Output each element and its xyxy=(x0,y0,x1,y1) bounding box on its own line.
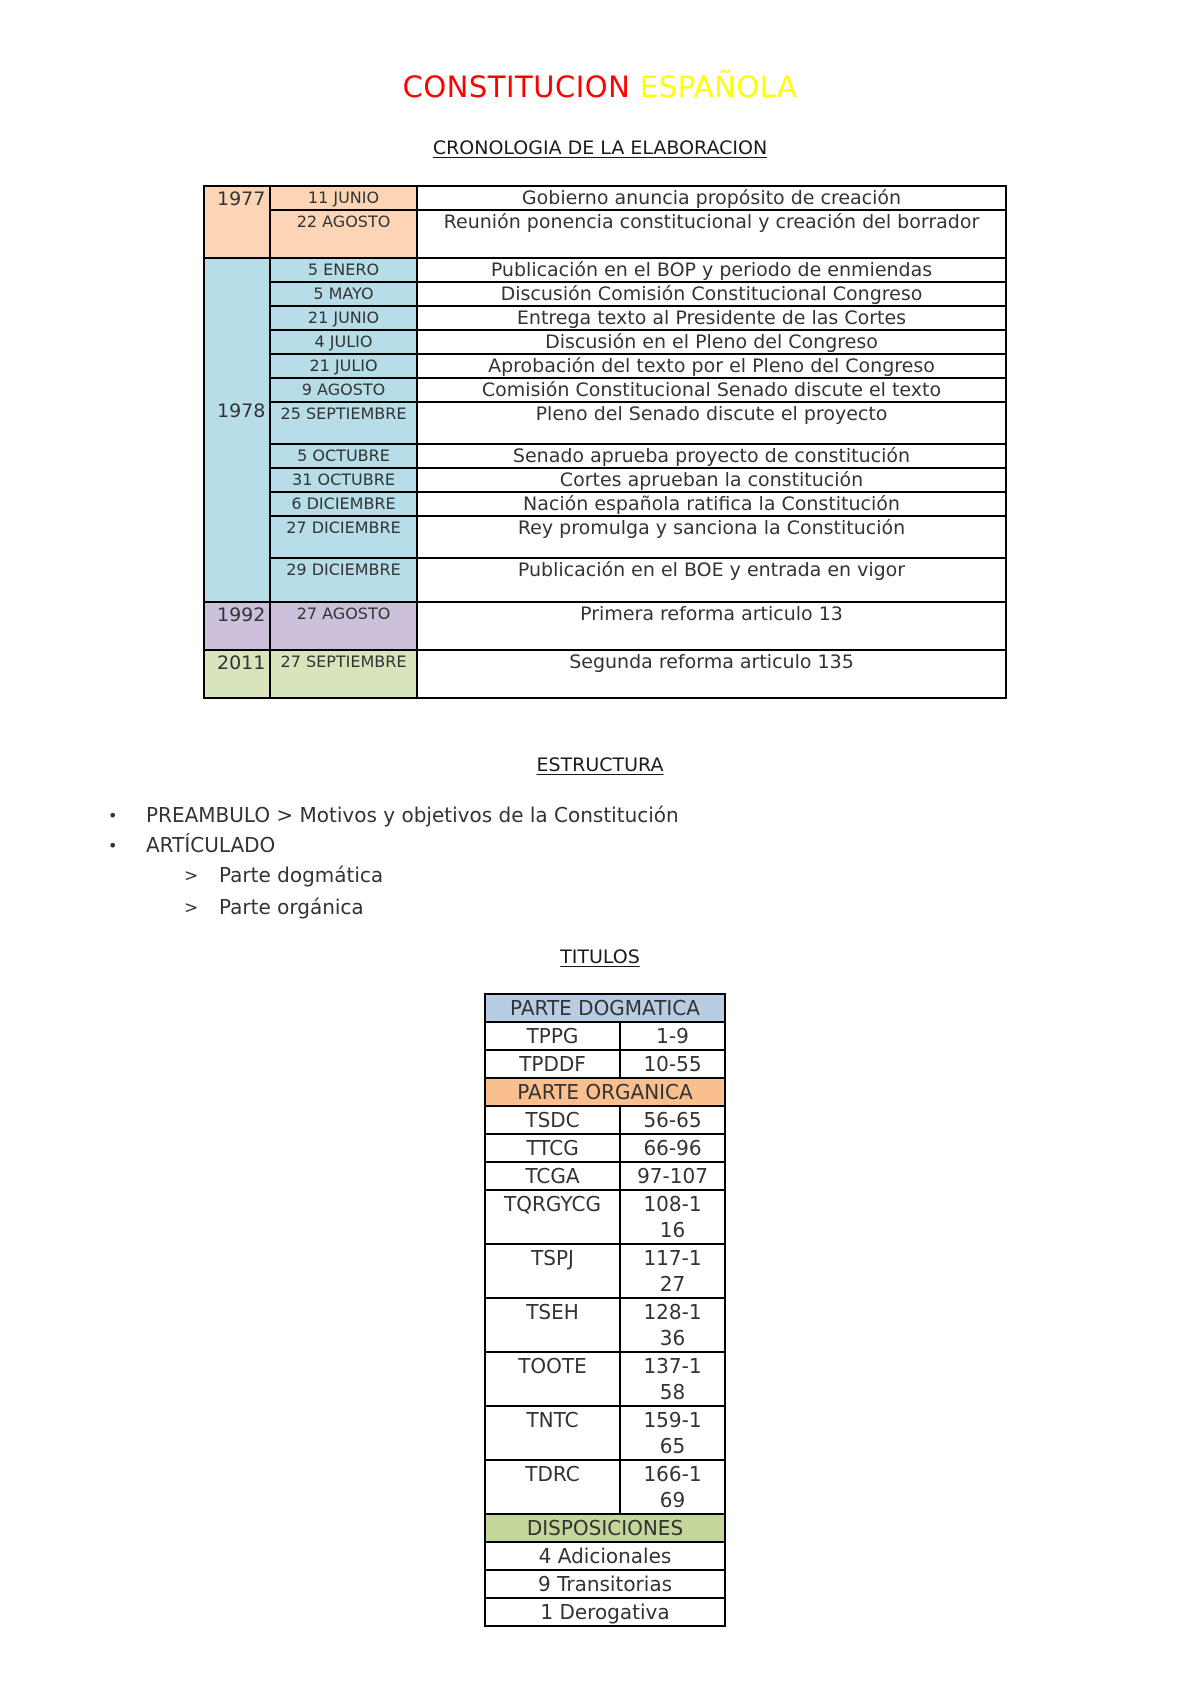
document-title xyxy=(0,70,1200,104)
event-cell: Nación española ratifica la Constitución xyxy=(417,492,1006,516)
list-item-preambulo: PREAMBULO > Motivos y objetivos de la Constitución xyxy=(146,803,679,827)
table-row xyxy=(485,1406,725,1460)
year-cell: 1977 xyxy=(204,186,270,258)
event-cell: Cortes aprueban la constitución xyxy=(417,468,1006,492)
disposicion-cell: 1 Derogativa xyxy=(485,1598,725,1626)
table-row xyxy=(204,378,1006,402)
table-row xyxy=(204,468,1006,492)
table-row xyxy=(485,1078,725,1106)
event-cell: Rey promulga y sanciona la Constitución xyxy=(417,516,1006,558)
table-row xyxy=(204,650,1006,698)
table-row xyxy=(485,1134,725,1162)
titulo-range-cell: 166-169 xyxy=(620,1460,725,1514)
date-cell: 21 JUNIO xyxy=(270,306,417,330)
table-row xyxy=(204,210,1006,258)
list-item-articulado: ARTÍCULADO xyxy=(146,833,276,857)
chronology-heading: CRONOLOGIA DE LA ELABORACION xyxy=(432,137,768,159)
event-cell: Publicación en el BOE y entrada en vigor xyxy=(417,558,1006,602)
event-cell: Senado aprueba proyecto de constitución xyxy=(417,444,1006,468)
year-cell: 2011 xyxy=(204,650,270,698)
event-cell: Publicación en el BOP y periodo de enmiendas xyxy=(417,258,1006,282)
titulo-range-cell: 1-9 xyxy=(620,1022,725,1050)
table-row xyxy=(204,492,1006,516)
titulo-name-cell: TDRC xyxy=(485,1460,620,1514)
date-cell: 5 OCTUBRE xyxy=(270,444,417,468)
table-row xyxy=(204,354,1006,378)
table-row xyxy=(485,1050,725,1078)
table-row xyxy=(204,330,1006,354)
event-cell: Discusión en el Pleno del Congreso xyxy=(417,330,1006,354)
date-cell: 27 AGOSTO xyxy=(270,602,417,650)
table-row xyxy=(204,282,1006,306)
table-row xyxy=(204,516,1006,558)
date-cell: 4 JULIO xyxy=(270,330,417,354)
table-row xyxy=(485,1352,725,1406)
event-cell: Aprobación del texto por el Pleno del Congreso xyxy=(417,354,1006,378)
titulo-range-cell: 10-55 xyxy=(620,1050,725,1078)
table-row xyxy=(485,1598,725,1626)
date-cell: 27 SEPTIEMBRE xyxy=(270,650,417,698)
date-cell: 11 JUNIO xyxy=(270,186,417,210)
parte-dogmatica-header: PARTE DOGMATICA xyxy=(485,994,725,1022)
titulo-range-cell: 117-127 xyxy=(620,1244,725,1298)
titulo-range-cell: 108-116 xyxy=(620,1190,725,1244)
disposicion-cell: 9 Transitorias xyxy=(485,1570,725,1598)
table-row xyxy=(485,1298,725,1352)
date-cell: 29 DICIEMBRE xyxy=(270,558,417,602)
table-row xyxy=(485,1514,725,1542)
titulo-name-cell: TPPG xyxy=(485,1022,620,1050)
titulo-name-cell: TOOTE xyxy=(485,1352,620,1406)
event-cell: Primera reforma articulo 13 xyxy=(417,602,1006,650)
event-cell: Segunda reforma articulo 135 xyxy=(417,650,1006,698)
year-cell: 1978 xyxy=(204,258,270,602)
titulo-range-cell: 66-96 xyxy=(620,1134,725,1162)
table-row xyxy=(485,1460,725,1514)
estructura-heading: ESTRUCTURA xyxy=(536,754,664,776)
parte-organica-header: PARTE ORGANICA xyxy=(485,1078,725,1106)
table-row xyxy=(204,186,1006,210)
year-cell: 1992 xyxy=(204,602,270,650)
titulo-range-cell: 128-136 xyxy=(620,1298,725,1352)
table-row xyxy=(485,1570,725,1598)
event-cell: Reunión ponencia constitucional y creación del borrador xyxy=(417,210,1006,258)
date-cell: 31 OCTUBRE xyxy=(270,468,417,492)
disposicion-cell: 4 Adicionales xyxy=(485,1542,725,1570)
event-cell: Comisión Constitucional Senado discute el texto xyxy=(417,378,1006,402)
date-cell: 5 ENERO xyxy=(270,258,417,282)
table-row xyxy=(485,1190,725,1244)
date-cell: 21 JULIO xyxy=(270,354,417,378)
event-cell: Gobierno anuncia propósito de creación xyxy=(417,186,1006,210)
title-word-constitucion: CONSTITUCION xyxy=(402,70,631,104)
titulos-table xyxy=(484,993,726,1627)
table-row xyxy=(204,444,1006,468)
titulos-heading: TITULOS xyxy=(560,946,640,968)
titulo-name-cell: TNTC xyxy=(485,1406,620,1460)
table-row xyxy=(204,258,1006,282)
date-cell: 9 AGOSTO xyxy=(270,378,417,402)
date-cell: 5 MAYO xyxy=(270,282,417,306)
titulo-name-cell: TPDDF xyxy=(485,1050,620,1078)
titulo-name-cell: TQRGYCG xyxy=(485,1190,620,1244)
disposiciones-header: DISPOSICIONES xyxy=(485,1514,725,1542)
list-subitem-organica: Parte orgánica xyxy=(219,895,364,919)
table-row xyxy=(204,558,1006,602)
titulo-range-cell: 137-158 xyxy=(620,1352,725,1406)
event-cell: Discusión Comisión Constitucional Congreso xyxy=(417,282,1006,306)
event-cell: Entrega texto al Presidente de las Cortes xyxy=(417,306,1006,330)
chronology-table xyxy=(203,185,1007,699)
date-cell: 22 AGOSTO xyxy=(270,210,417,258)
event-cell: Pleno del Senado discute el proyecto xyxy=(417,402,1006,444)
date-cell: 25 SEPTIEMBRE xyxy=(270,402,417,444)
titulo-range-cell: 56-65 xyxy=(620,1106,725,1134)
titulo-name-cell: TSPJ xyxy=(485,1244,620,1298)
table-row xyxy=(204,306,1006,330)
titulo-range-cell: 97-107 xyxy=(620,1162,725,1190)
arrow-icon: > xyxy=(184,866,199,886)
bullet-icon: • xyxy=(108,836,118,855)
titulo-name-cell: TSEH xyxy=(485,1298,620,1352)
titulo-name-cell: TTCG xyxy=(485,1134,620,1162)
table-row xyxy=(485,1244,725,1298)
date-cell: 6 DICIEMBRE xyxy=(270,492,417,516)
list-subitem-dogmatica: Parte dogmática xyxy=(219,863,384,887)
table-row xyxy=(485,1022,725,1050)
table-row xyxy=(485,994,725,1022)
titulo-name-cell: TSDC xyxy=(485,1106,620,1134)
titulo-range-cell: 159-165 xyxy=(620,1406,725,1460)
table-row xyxy=(485,1106,725,1134)
table-row xyxy=(204,402,1006,444)
table-row xyxy=(485,1542,725,1570)
arrow-icon: > xyxy=(184,898,199,918)
table-row xyxy=(204,602,1006,650)
titulo-name-cell: TCGA xyxy=(485,1162,620,1190)
bullet-icon: • xyxy=(108,806,118,825)
table-row xyxy=(485,1162,725,1190)
title-word-espanola: ESPAÑOLA xyxy=(640,70,798,104)
date-cell: 27 DICIEMBRE xyxy=(270,516,417,558)
